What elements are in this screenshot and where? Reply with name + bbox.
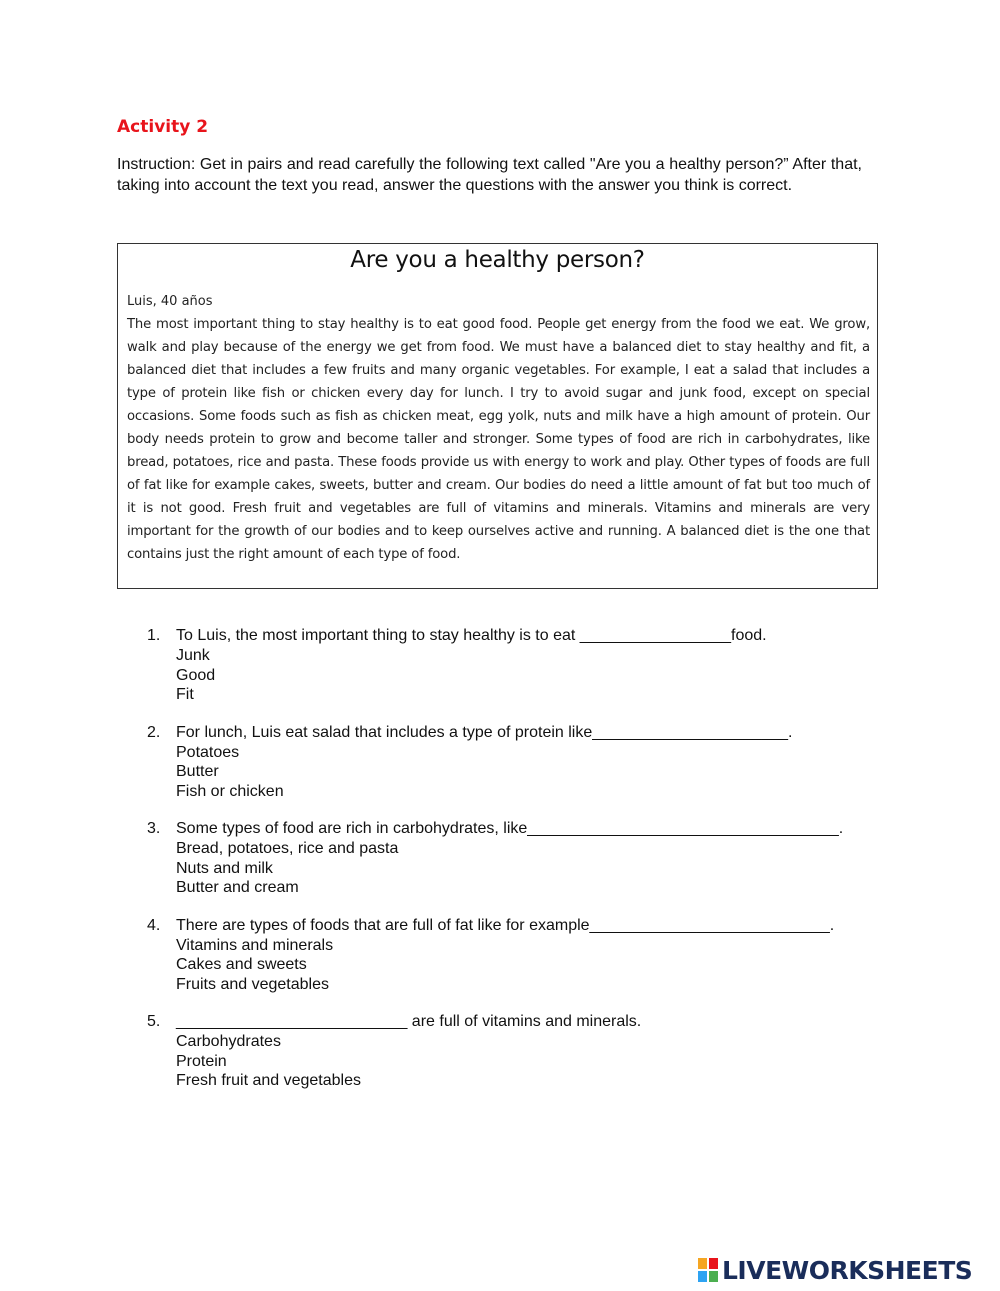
question-number: 1. <box>147 627 161 644</box>
logo-block <box>697 1270 708 1283</box>
answer-option[interactable]: Good <box>176 666 216 684</box>
logo-block <box>708 1257 719 1270</box>
question-text: For lunch, Luis eat salad that includes a type of protein like______________________. <box>176 723 793 741</box>
answer-option[interactable]: Cakes and sweets <box>176 956 307 973</box>
answer-option[interactable]: Protein <box>176 1052 227 1070</box>
question-number: 2. <box>147 723 161 741</box>
answer-option[interactable]: Butter <box>176 763 219 780</box>
story-body: The most important thing to stay healthy is to eat good food. People get energy from the food we eat. We grow, walk and play because of the energy we get from food. We must have a balanced diet to stay healthy and fit, a balanced diet that includes a few fruits and many organic vegetables. For example, I eat a salad that includes a type of protein like fish or chicken every day for lunch. I try to avoid sugar and junk food, except on special occasions. Some foods such as fish as chicken meat, egg yolk, nuts and milk have a high amount of protein. Our body needs protein to grow and become taller and stronger. Some types of food are rich in carbohydrates, like bread, potatoes, rice and pasta. These foods provide us with energy to work and play. Other types of foods are full of fat like for example cakes, sweets, butter and cream. Our bodies do need a little amount of fat but too much of it is not good. Fresh fruit and vegetables are full of vitamins and minerals. Vitamins and minerals are very important for the growth of our bodies and to keep ourselves active and running. A balanced diet is the one that contains just the right amount of each type of food. <box>127 317 870 562</box>
question-number: 4. <box>147 916 161 934</box>
answer-option[interactable]: Fresh fruit and vegetables <box>176 1072 361 1089</box>
logo-text: LIVEWORKSHEETS <box>722 1255 973 1285</box>
logo-blocks-icon <box>697 1257 719 1283</box>
question-number: 3. <box>147 820 161 837</box>
answer-option[interactable]: Fit <box>176 686 194 703</box>
logo-block <box>708 1270 719 1283</box>
answer-option[interactable]: Vitamins and minerals <box>176 936 334 954</box>
question-4 <box>147 916 867 995</box>
story-box <box>117 243 878 589</box>
question-text: There are types of foods that are full of fat like for example___________________________. <box>176 916 835 934</box>
question-text: Some types of food are rich in carbohydrates, like___________________________________. <box>176 820 844 837</box>
question-number: 5. <box>147 1013 161 1030</box>
question-1 <box>147 626 867 705</box>
question-3 <box>147 819 867 898</box>
answer-option[interactable]: Carbohydrates <box>176 1033 281 1050</box>
answer-option[interactable]: Butter and cream <box>176 879 299 896</box>
logo-block <box>697 1257 708 1270</box>
activity-title: Activity 2 <box>117 117 209 137</box>
answer-option[interactable]: Fish or chicken <box>176 782 284 800</box>
answer-option[interactable]: Potatoes <box>176 743 240 761</box>
question-2 <box>147 723 867 802</box>
questions-list <box>147 626 867 1109</box>
liveworksheets-logo <box>697 1256 972 1284</box>
story-title: Are you a healthy person? <box>350 247 645 273</box>
question-text: __________________________ are full of vitamins and minerals. <box>176 1013 642 1030</box>
answer-option[interactable]: Bread, potatoes, rice and pasta <box>176 840 399 857</box>
answer-option[interactable]: Nuts and milk <box>176 859 273 877</box>
instruction-text: Instruction: Get in pairs and read carefully the following text called "Are you a healthy person?” After that, taking into account the text you read, answer the questions with the answer you think is correct. <box>117 156 862 194</box>
question-5 <box>147 1012 867 1091</box>
answer-option[interactable]: Junk <box>176 647 210 664</box>
story-author: Luis, 40 años <box>127 294 213 309</box>
question-text: To Luis, the most important thing to stay healthy is to eat _________________food. <box>176 627 767 644</box>
answer-option[interactable]: Fruits and vegetables <box>176 975 329 993</box>
